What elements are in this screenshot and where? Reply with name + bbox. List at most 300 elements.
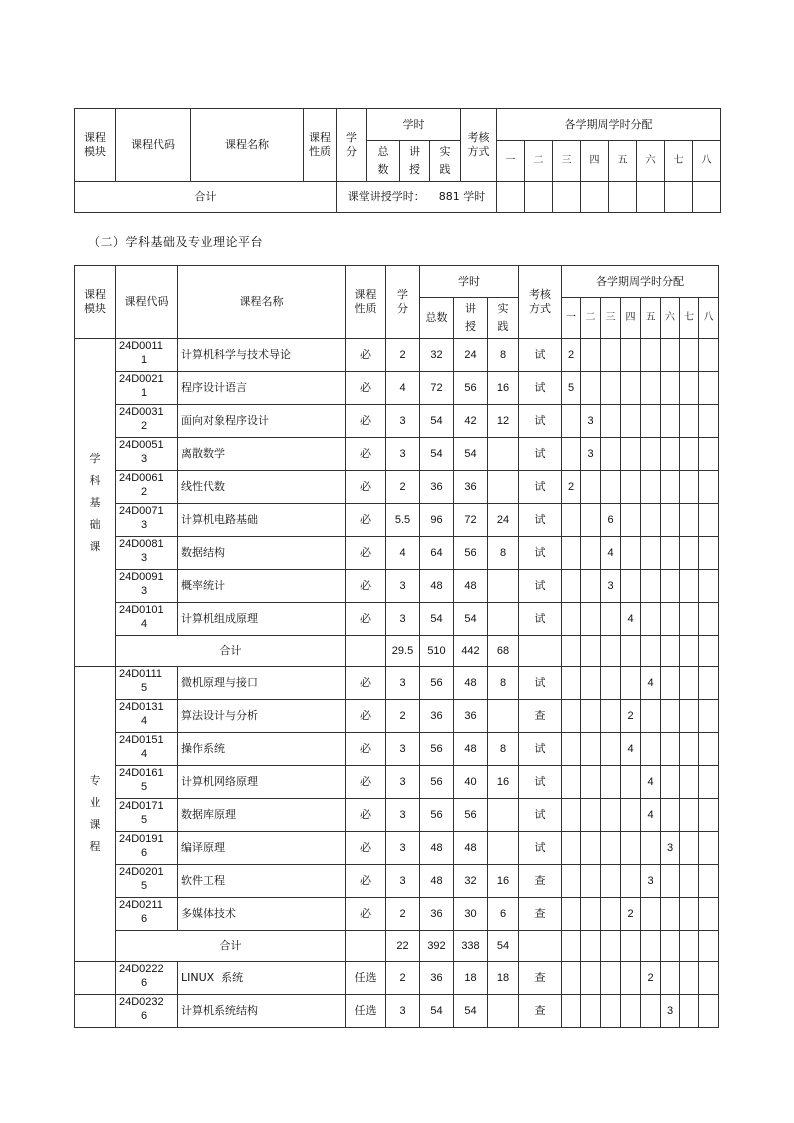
semester-hours <box>641 832 661 865</box>
semester-hours <box>680 995 699 1028</box>
course-nature: 必 <box>346 898 386 931</box>
course-code-line2: 6 <box>140 1010 148 1022</box>
elective-row <box>75 962 719 995</box>
course-total-hours: 54 <box>420 405 454 438</box>
course-credit: 3 <box>386 799 420 832</box>
empty-cell <box>581 931 601 962</box>
course-code-line1: 24D0011 <box>119 340 163 352</box>
empty-cell <box>581 636 601 667</box>
course-code <box>116 700 178 733</box>
semester-hours <box>562 898 581 931</box>
empty-cell <box>641 636 661 667</box>
semester-hours <box>661 504 680 537</box>
header-nature: 课程 性质 <box>346 266 386 339</box>
semester-hours: 4 <box>601 537 621 570</box>
course-row <box>75 570 719 603</box>
course-name: 计算机网络原理 <box>178 766 346 799</box>
semester-hours: 4 <box>621 603 641 636</box>
course-nature: 必 <box>346 372 386 405</box>
course-nature: 必 <box>346 766 386 799</box>
total-label: 合计 <box>75 182 337 213</box>
course-code-line2: 5 <box>140 781 148 793</box>
semester-hours <box>581 832 601 865</box>
semester-hours <box>581 995 601 1028</box>
semester-hours <box>680 667 699 700</box>
semester-hours <box>601 471 621 504</box>
course-code-line2: 1 <box>140 354 148 366</box>
semester-hours <box>661 537 680 570</box>
elective-row <box>75 995 719 1028</box>
course-code <box>116 570 178 603</box>
course-practice-hours: 8 <box>488 537 519 570</box>
course-exam: 试 <box>519 570 562 603</box>
subtotal-credit: 29.5 <box>386 636 420 667</box>
course-credit: 2 <box>386 339 420 372</box>
course-lecture-hours: 54 <box>454 603 488 636</box>
course-name: 面向对象程序设计 <box>178 405 346 438</box>
semester-hours <box>601 372 621 405</box>
course-total-hours: 36 <box>420 898 454 931</box>
course-lecture-hours: 48 <box>454 570 488 603</box>
semester-hours: 4 <box>641 667 661 700</box>
course-name: 操作系统 <box>178 733 346 766</box>
semester-hours <box>641 995 661 1028</box>
course-nature: 必 <box>346 733 386 766</box>
course-nature: 任选 <box>346 995 386 1028</box>
course-total-hours: 56 <box>420 799 454 832</box>
course-total-hours: 56 <box>420 766 454 799</box>
semester-hours <box>641 898 661 931</box>
semester-hours <box>581 339 601 372</box>
course-code <box>116 603 178 636</box>
semester-label: 一 <box>497 141 525 182</box>
course-lecture-hours: 48 <box>454 667 488 700</box>
semester-hours <box>699 372 719 405</box>
course-name: 计算机组成原理 <box>178 603 346 636</box>
course-row <box>75 339 719 372</box>
semester-hours <box>562 504 581 537</box>
course-credit: 2 <box>386 700 420 733</box>
semester-hours <box>581 865 601 898</box>
semester-hours <box>680 504 699 537</box>
course-exam: 试 <box>519 603 562 636</box>
total-summary: 课堂讲授学时： 881 学时 <box>337 182 497 213</box>
course-total-hours: 36 <box>420 962 454 995</box>
header-nature: 课程 性质 <box>304 109 337 182</box>
semester-hours <box>641 405 661 438</box>
course-row <box>75 504 719 537</box>
semester-hours <box>661 898 680 931</box>
course-code-line2: 3 <box>140 552 148 564</box>
course-code-line2: 6 <box>140 977 148 989</box>
empty-cell <box>519 931 562 962</box>
semester-hours <box>661 865 680 898</box>
semester-hours <box>581 799 601 832</box>
course-lecture-hours: 36 <box>454 700 488 733</box>
semester-hours <box>562 962 581 995</box>
header-credit: 学 分 <box>386 266 420 339</box>
semester-hours <box>680 700 699 733</box>
course-row <box>75 537 719 570</box>
semester-hours <box>581 570 601 603</box>
empty-cell <box>346 931 386 962</box>
course-credit: 3 <box>386 733 420 766</box>
course-credit: 2 <box>386 471 420 504</box>
course-total-hours: 48 <box>420 865 454 898</box>
semester-hours <box>581 603 601 636</box>
course-lecture-hours: 54 <box>454 438 488 471</box>
course-practice-hours <box>488 700 519 733</box>
semester-hours <box>621 995 641 1028</box>
course-row <box>75 603 719 636</box>
semester-hours <box>680 339 699 372</box>
course-row <box>75 471 719 504</box>
semester-label: 一 <box>562 298 581 339</box>
empty-cell <box>562 636 581 667</box>
course-nature: 必 <box>346 504 386 537</box>
course-code-line2: 3 <box>140 519 148 531</box>
course-lecture-hours: 18 <box>454 962 488 995</box>
course-total-hours: 56 <box>420 733 454 766</box>
empty-cell <box>497 182 525 213</box>
course-code <box>116 766 178 799</box>
course-row <box>75 700 719 733</box>
module-label: 学 科 基 础 课 <box>75 339 116 667</box>
header-hours: 学时 <box>367 109 461 141</box>
semester-hours <box>641 733 661 766</box>
subtotal-total-hours: 392 <box>420 931 454 962</box>
course-exam: 查 <box>519 865 562 898</box>
course-practice-hours: 16 <box>488 766 519 799</box>
curriculum-table-top <box>74 108 721 213</box>
semester-hours <box>601 405 621 438</box>
empty-cell <box>699 636 719 667</box>
semester-hours <box>661 339 680 372</box>
empty-cell <box>581 182 609 213</box>
course-name: 概率统计 <box>178 570 346 603</box>
course-credit: 3 <box>386 995 420 1028</box>
semester-label: 六 <box>661 298 680 339</box>
course-row <box>75 832 719 865</box>
semester-hours <box>581 537 601 570</box>
empty-cell <box>601 636 621 667</box>
semester-hours <box>601 700 621 733</box>
semester-hours <box>562 667 581 700</box>
semester-hours <box>661 438 680 471</box>
course-exam: 试 <box>519 405 562 438</box>
course-total-hours: 72 <box>420 372 454 405</box>
course-exam: 试 <box>519 766 562 799</box>
course-code-line1: 24D0222 <box>119 963 164 975</box>
empty-cell <box>553 182 581 213</box>
course-nature: 必 <box>346 799 386 832</box>
header-row <box>75 266 719 298</box>
semester-hours <box>621 438 641 471</box>
semester-hours <box>562 438 581 471</box>
course-code-line2: 5 <box>140 682 148 694</box>
course-total-hours: 54 <box>420 995 454 1028</box>
subtotal-label: 合计 <box>116 931 346 962</box>
semester-hours <box>562 733 581 766</box>
course-code <box>116 733 178 766</box>
semester-hours <box>581 471 601 504</box>
semester-hours <box>562 700 581 733</box>
empty-cell <box>699 931 719 962</box>
course-credit: 5.5 <box>386 504 420 537</box>
semester-label: 五 <box>641 298 661 339</box>
semester-hours <box>661 962 680 995</box>
empty-cell <box>621 931 641 962</box>
semester-hours <box>562 995 581 1028</box>
course-credit: 3 <box>386 405 420 438</box>
semester-hours <box>581 962 601 995</box>
course-nature: 必 <box>346 438 386 471</box>
course-practice-hours: 12 <box>488 405 519 438</box>
header-practice: 实 践 <box>488 298 519 339</box>
empty-cell <box>609 182 637 213</box>
course-lecture-hours: 40 <box>454 766 488 799</box>
course-code-line1: 24D0161 <box>119 767 164 779</box>
course-code-line2: 4 <box>140 748 148 760</box>
course-name: 线性代数 <box>178 471 346 504</box>
course-practice-hours: 6 <box>488 898 519 931</box>
course-exam: 试 <box>519 339 562 372</box>
semester-hours <box>699 766 719 799</box>
course-exam: 试 <box>519 667 562 700</box>
course-lecture-hours: 42 <box>454 405 488 438</box>
empty-cell <box>693 182 721 213</box>
semester-hours <box>699 438 719 471</box>
course-code-line2: 3 <box>140 453 148 465</box>
course-exam: 试 <box>519 504 562 537</box>
semester-hours: 3 <box>661 832 680 865</box>
course-code-line1: 24D0031 <box>119 406 164 418</box>
semester-hours <box>641 372 661 405</box>
semester-hours <box>699 504 719 537</box>
course-code-line1: 24D0211 <box>119 899 163 911</box>
header-lecture: 讲 授 <box>400 141 430 182</box>
curriculum-table-main <box>74 265 719 1028</box>
course-practice-hours <box>488 471 519 504</box>
course-total-hours: 64 <box>420 537 454 570</box>
subtotal-row <box>75 931 719 962</box>
course-name: 计算机科学与技术导论 <box>178 339 346 372</box>
subtotal-total-hours: 510 <box>420 636 454 667</box>
course-code <box>116 832 178 865</box>
course-practice-hours: 18 <box>488 962 519 995</box>
semester-hours <box>601 898 621 931</box>
course-nature: 必 <box>346 865 386 898</box>
semester-hours <box>699 799 719 832</box>
course-lecture-hours: 72 <box>454 504 488 537</box>
course-nature: 必 <box>346 339 386 372</box>
semester-hours <box>680 865 699 898</box>
course-practice-hours: 8 <box>488 339 519 372</box>
course-practice-hours <box>488 438 519 471</box>
semester-hours <box>621 570 641 603</box>
course-code-line1: 24D0232 <box>119 996 164 1008</box>
course-code-line2: 6 <box>140 913 148 925</box>
course-practice-hours: 8 <box>488 667 519 700</box>
semester-hours <box>699 667 719 700</box>
semester-hours <box>641 700 661 733</box>
empty-cell <box>346 636 386 667</box>
course-code <box>116 799 178 832</box>
header-hours: 学时 <box>420 266 519 298</box>
course-lecture-hours: 56 <box>454 537 488 570</box>
semester-hours <box>621 537 641 570</box>
course-exam: 查 <box>519 962 562 995</box>
course-name: 计算机电路基础 <box>178 504 346 537</box>
semester-hours: 2 <box>562 339 581 372</box>
course-total-hours: 36 <box>420 700 454 733</box>
semester-hours <box>661 405 680 438</box>
semester-hours <box>562 570 581 603</box>
semester-hours: 3 <box>641 865 661 898</box>
semester-hours <box>601 438 621 471</box>
course-name: 计算机系统结构 <box>178 995 346 1028</box>
semester-hours <box>680 405 699 438</box>
semester-hours <box>562 405 581 438</box>
course-nature: 必 <box>346 700 386 733</box>
course-practice-hours <box>488 799 519 832</box>
semester-hours <box>699 570 719 603</box>
course-total-hours: 36 <box>420 471 454 504</box>
semester-hours <box>601 832 621 865</box>
semester-hours <box>621 799 641 832</box>
subtotal-practice-hours: 68 <box>488 636 519 667</box>
header-exam: 考核 方式 <box>519 266 562 339</box>
course-practice-hours: 16 <box>488 372 519 405</box>
semester-hours <box>562 799 581 832</box>
course-credit: 3 <box>386 865 420 898</box>
semester-hours <box>641 339 661 372</box>
course-exam: 试 <box>519 799 562 832</box>
semester-hours: 3 <box>661 995 680 1028</box>
semester-hours: 2 <box>621 898 641 931</box>
semester-hours: 3 <box>581 405 601 438</box>
header-name: 课程名称 <box>191 109 304 182</box>
header-semesters: 各学期周学时分配 <box>497 109 721 141</box>
section-title: （二）学科基础及专业理论平台 <box>88 235 264 249</box>
subtotal-credit: 22 <box>386 931 420 962</box>
module-empty <box>75 995 116 1028</box>
course-credit: 3 <box>386 438 420 471</box>
course-code <box>116 865 178 898</box>
semester-hours <box>581 700 601 733</box>
course-code-line1: 24D0201 <box>119 866 164 878</box>
empty-cell <box>665 182 693 213</box>
module-empty <box>75 962 116 995</box>
course-code-line1: 24D0071 <box>119 505 164 517</box>
semester-hours <box>641 570 661 603</box>
semester-hours <box>641 537 661 570</box>
semester-hours: 3 <box>601 570 621 603</box>
course-code-line1: 24D0061 <box>119 472 164 484</box>
empty-cell <box>519 636 562 667</box>
empty-cell <box>680 636 699 667</box>
course-exam: 查 <box>519 700 562 733</box>
course-nature: 必 <box>346 405 386 438</box>
semester-hours: 4 <box>641 766 661 799</box>
semester-label: 二 <box>581 298 601 339</box>
course-credit: 2 <box>386 962 420 995</box>
course-code-line1: 24D0171 <box>119 800 164 812</box>
course-code <box>116 471 178 504</box>
semester-label: 八 <box>693 141 721 182</box>
course-nature: 必 <box>346 603 386 636</box>
semester-label: 五 <box>609 141 637 182</box>
course-total-hours: 54 <box>420 603 454 636</box>
semester-hours <box>680 799 699 832</box>
course-code <box>116 372 178 405</box>
semester-hours <box>699 962 719 995</box>
course-lecture-hours: 48 <box>454 832 488 865</box>
semester-hours <box>581 504 601 537</box>
semester-hours <box>699 733 719 766</box>
course-credit: 3 <box>386 570 420 603</box>
semester-hours: 2 <box>621 700 641 733</box>
semester-hours <box>601 995 621 1028</box>
course-lecture-hours: 30 <box>454 898 488 931</box>
semester-hours <box>680 372 699 405</box>
semester-hours <box>641 438 661 471</box>
header-exam: 考核 方式 <box>461 109 497 182</box>
course-practice-hours <box>488 603 519 636</box>
course-code-line1: 24D0081 <box>119 538 164 550</box>
course-code-line2: 5 <box>140 814 148 826</box>
course-total-hours: 32 <box>420 339 454 372</box>
semester-hours <box>680 832 699 865</box>
course-practice-hours: 8 <box>488 733 519 766</box>
course-row <box>75 372 719 405</box>
course-code <box>116 438 178 471</box>
semester-hours <box>621 372 641 405</box>
empty-cell <box>562 931 581 962</box>
course-lecture-hours: 48 <box>454 733 488 766</box>
course-code-line2: 2 <box>140 486 148 498</box>
course-name: 微机原理与接口 <box>178 667 346 700</box>
header-name: 课程名称 <box>178 266 346 339</box>
semester-hours <box>661 700 680 733</box>
semester-hours <box>621 504 641 537</box>
semester-hours <box>621 667 641 700</box>
semester-hours <box>601 667 621 700</box>
course-nature: 必 <box>346 537 386 570</box>
course-credit: 3 <box>386 603 420 636</box>
semester-hours <box>680 962 699 995</box>
course-exam: 试 <box>519 471 562 504</box>
course-row <box>75 799 719 832</box>
empty-cell <box>525 182 553 213</box>
semester-hours <box>699 995 719 1028</box>
semester-hours <box>601 799 621 832</box>
semester-label: 七 <box>665 141 693 182</box>
course-name: 多媒体技术 <box>178 898 346 931</box>
semester-hours <box>562 865 581 898</box>
semester-hours <box>680 733 699 766</box>
semester-hours: 2 <box>562 471 581 504</box>
semester-label: 三 <box>601 298 621 339</box>
semester-hours <box>601 339 621 372</box>
course-name: LINUX 系统 <box>178 962 346 995</box>
semester-hours <box>661 603 680 636</box>
semester-hours <box>699 700 719 733</box>
semester-hours <box>680 766 699 799</box>
course-code <box>116 504 178 537</box>
semester-hours <box>581 766 601 799</box>
subtotal-practice-hours: 54 <box>488 931 519 962</box>
